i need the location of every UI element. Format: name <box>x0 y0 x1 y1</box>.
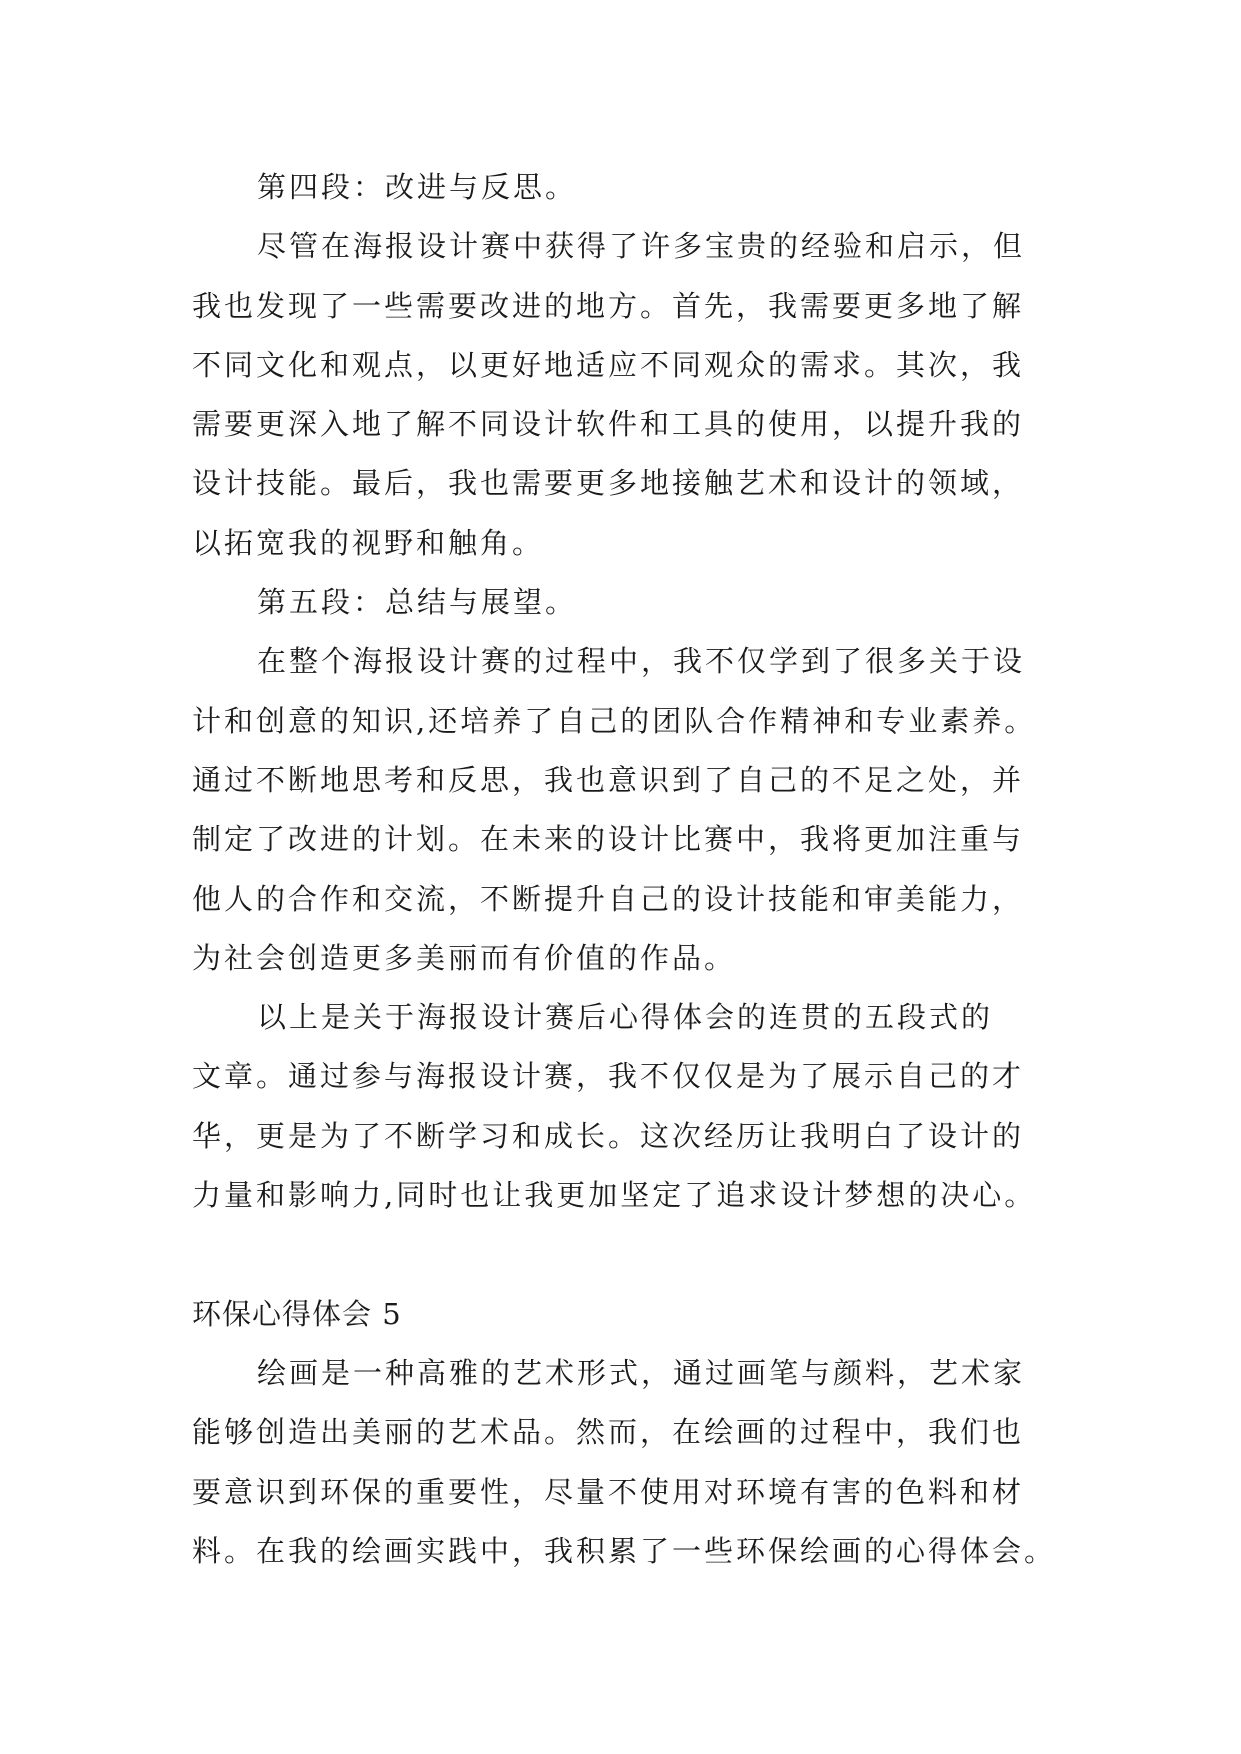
text-line: 我也发现了一些需要改进的地方。首先，我需要更多地了解 <box>192 288 1025 323</box>
paragraph-heading-4: 第四段：改进与反思。 <box>257 170 578 204</box>
text-line: 料。在我的绘画实践中，我积累了一些环保绘画的心得体会。 <box>192 1533 1057 1568</box>
text-line: 为社会创造更多美丽而有价值的作品。 <box>192 940 737 975</box>
paragraph-heading-5: 第五段：总结与展望。 <box>257 585 578 620</box>
section-title: 环保心得体会 5 <box>192 1296 402 1331</box>
text-line: 需要更深入地了解不同设计软件和工具的使用，以提升我的 <box>192 407 1025 442</box>
text-line: 尽管在海报设计赛中获得了许多宝贵的经验和启示，但 <box>257 229 1026 264</box>
text-line: 绘画是一种高雅的艺术形式，通过画笔与颜料，艺术家 <box>257 1355 1026 1390</box>
text-line: 他人的合作和交流，不断提升自己的设计技能和审美能力， <box>192 881 1025 916</box>
text-line: 能够创造出美丽的艺术品。然而，在绘画的过程中，我们也 <box>192 1415 1025 1450</box>
text-line: 以拓宽我的视野和触角。 <box>192 525 545 560</box>
text-line: 设计技能。最后，我也需要更多地接触艺术和设计的领域， <box>192 466 1025 501</box>
text-line: 制定了改进的计划。在未来的设计比赛中，我将更加注重与 <box>192 822 1025 857</box>
text-line: 计和创意的知识,还培养了自己的团队合作精神和专业素养。 <box>192 703 1037 738</box>
text-line: 不同文化和观点，以更好地适应不同观众的需求。其次，我 <box>192 347 1025 382</box>
text-line: 华，更是为了不断学习和成长。这次经历让我明白了设计的 <box>192 1118 1025 1153</box>
text-line: 力量和影响力,同时也让我更加坚定了追求设计梦想的决心。 <box>192 1178 1037 1213</box>
document-body <box>192 158 1057 1581</box>
text-line: 要意识到环保的重要性，尽量不使用对环境有害的色料和材 <box>192 1474 1025 1509</box>
text-line: 以上是关于海报设计赛后心得体会的连贯的五段式的 <box>257 1000 994 1035</box>
section-gap <box>192 1225 1052 1284</box>
text-line: 在整个海报设计赛的过程中，我不仅学到了很多关于设 <box>257 644 1026 679</box>
text-line: 文章。通过参与海报设计赛，我不仅仅是为了展示自己的才 <box>192 1059 1025 1094</box>
text-line: 通过不断地思考和反思，我也意识到了自己的不足之处，并 <box>192 762 1025 797</box>
